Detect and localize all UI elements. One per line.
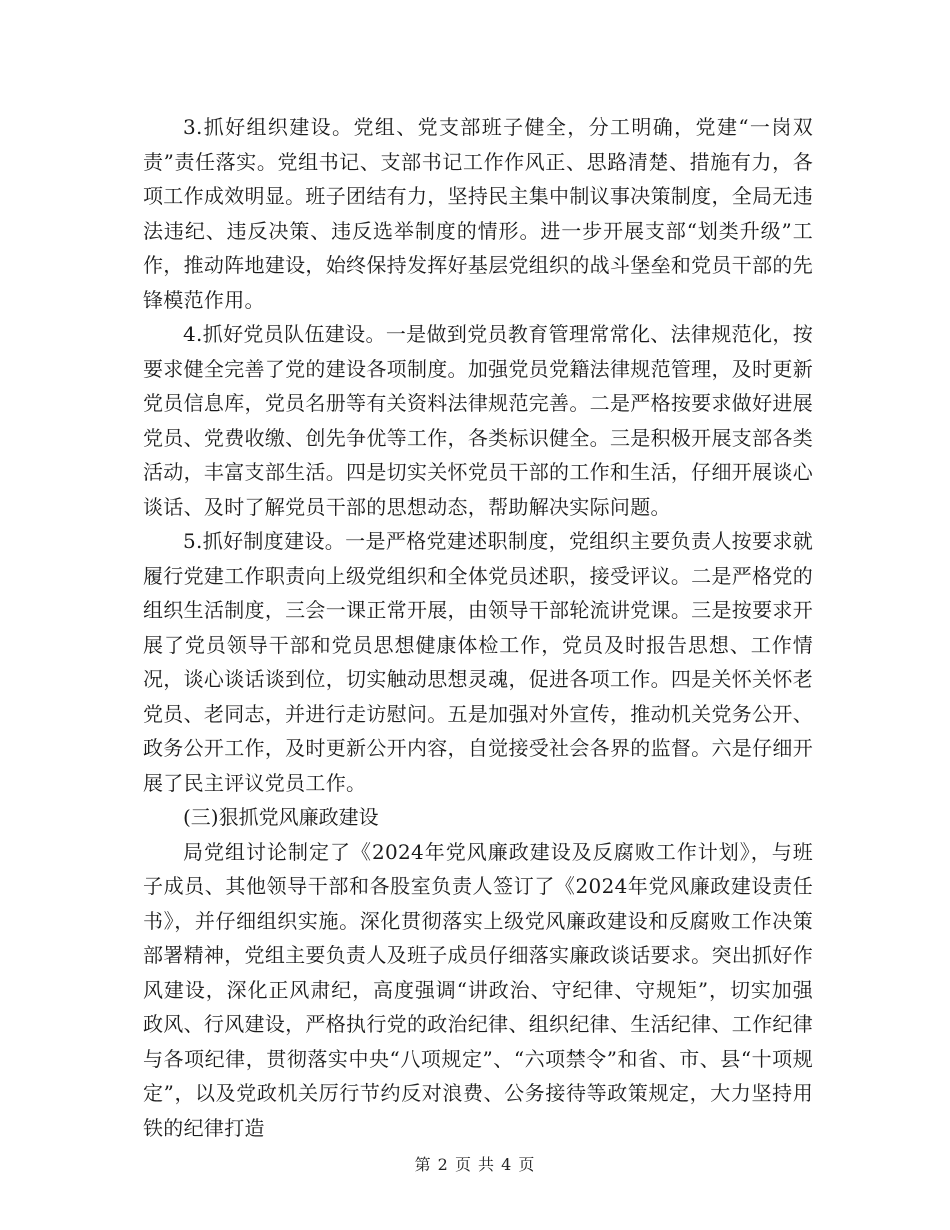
document-page bbox=[143, 110, 813, 1145]
paragraph-organization-building: 3.抓好组织建设。党组、党支部班子健全，分工明确，党建“一岗双责”责任落实。党组书记、支部书记工作作风正、思路清楚、措施有力，各项工作成效明显。班子团结有力，坚持民主集中制议事决策制度，全局无违法违纪、违反决策、违反选举制度的情形。进一步开展支部“划类升级”工作，推动阵地建设，始终保持发挥好基层党组织的战斗堡垒和党员干部的先锋模范作用。 bbox=[143, 115, 813, 312]
paragraph-party-member-team: 4.抓好党员队伍建设。一是做到党员教育管理常常化、法律规范化，按要求健全完善了党的建设各项制度。加强党员党籍法律规范管理，及时更新党员信息库，党员名册等有关资料法律规范完善。二是严格按要求做好进展党员、党费收缴、创先争优等工作，各类标识健全。三是积极开展支部各类活动，丰富支部生活。四是切实关怀党员干部的工作和生活，仔细开展谈心谈话、及时了解党员干部的思想动态，帮助解决实际问题。 bbox=[143, 322, 813, 519]
paragraph-clean-governance: 局党组讨论制定了《2024年党风廉政建设及反腐败工作计划》，与班子成员、其他领导干部和各股室负责人签订了《2024年党风廉政建设责任书》，并仔细组织实施。深化贯彻落实上级党风廉政建设和反腐败工作决策部署精神，党组主要负责人及班子成员仔细落实廉政谈话要求。突出抓好作风建设，深化正风肃纪，高度强调“讲政治、守纪律、守规矩”，切实加强政风、行风建设，严格执行党的政治纪律、组织纪律、生活纪律、工作纪律与各项纪律，贯彻落实中央“八项规定”、“六项禁令”和省、市、县“十项规定”，以及党政机关厉行节约反对浪费、公务接待等政策规定，大力坚持用铁的纪律打造 bbox=[143, 839, 813, 1140]
paragraph-system-building: 5.抓好制度建设。一是严格党建述职制度，党组织主要负责人按要求就履行党建工作职责向上级党组织和全体党员述职，接受评议。二是严格党的组织生活制度，三会一课正常开展，由领导干部轮流讲党课。三是按要求开展了党员领导干部和党员思想健康体检工作，党员及时报告思想、工作情况，谈心谈话谈到位，切实触动思想灵魂，促进各项工作。四是关怀关怀老党员、老同志，并进行走访慰问。五是加强对外宣传，推动机关党务公开、政务公开工作，及时更新公开内容，自觉接受社会各界的监督。六是仔细开展了民主评议党员工作。 bbox=[143, 529, 813, 795]
section-heading: (三)狠抓党风廉政建设 bbox=[183, 805, 379, 829]
page-number-footer: 第 2 页 共 4 页 bbox=[414, 1155, 536, 1174]
